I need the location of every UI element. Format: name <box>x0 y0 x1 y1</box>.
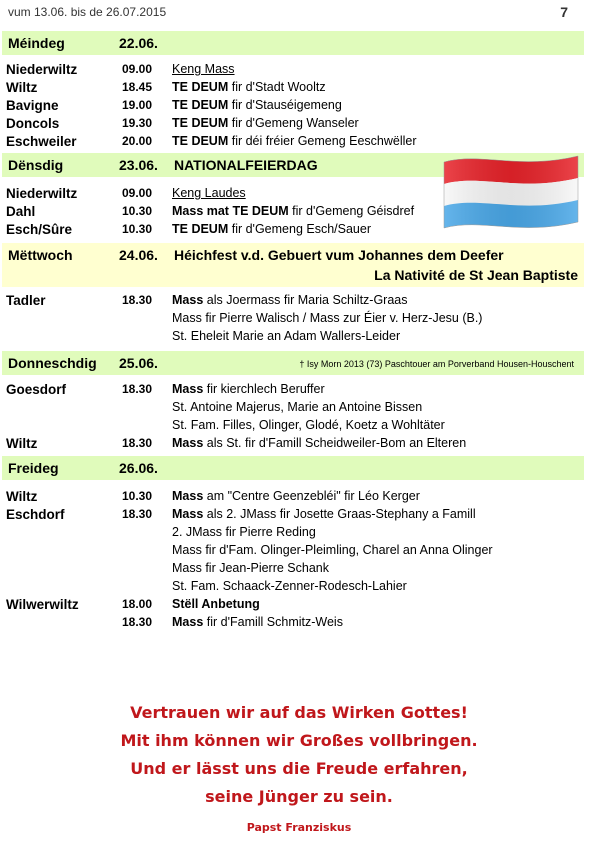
place-name: Eschweiler <box>6 134 77 149</box>
schedule-row <box>0 561 598 579</box>
schedule-row <box>0 400 598 418</box>
description-text: Mass fir d'Fam. Olinger-Pleimling, Charel an Anna Olinger <box>172 543 493 557</box>
place-name: Esch/Sûre <box>6 222 73 237</box>
description-text: am "Centre Geenzebléi" fir Léo Kerger <box>203 489 420 503</box>
service-time: 10.30 <box>122 222 153 236</box>
schedule-row <box>0 597 598 615</box>
service-description <box>172 561 329 575</box>
description-text: fir d'Gemeng Wanseler <box>228 116 359 130</box>
schedule-row <box>0 489 598 507</box>
description-text: als 2. JMass fir Josette Graas-Stephany a Famill <box>203 507 476 521</box>
service-description <box>172 293 408 307</box>
service-time: 18.30 <box>122 507 153 521</box>
place-name: Goesdorf <box>6 382 67 397</box>
description-text: Keng Laudes <box>172 186 246 200</box>
place-name: Niederwiltz <box>6 62 78 77</box>
schedule-row <box>0 116 598 134</box>
service-description <box>172 311 482 325</box>
description-emphasis: Mass <box>172 489 204 503</box>
schedule-row <box>0 382 598 400</box>
place-name: Niederwiltz <box>6 186 78 201</box>
schedule-row <box>0 98 598 116</box>
description-text: Mass fir Pierre Walisch / Mass zur Éier v. Herz-Jesu (B.) <box>172 311 483 325</box>
description-text: fir d'Famill Schmitz-Weis <box>203 615 343 629</box>
schedule-row <box>0 579 598 597</box>
quote-line: Vertrauen wir auf das Wirken Gottes! <box>130 703 468 722</box>
service-time: 10.30 <box>122 489 153 503</box>
description-text: fir kierchlech Beruffer <box>203 382 325 396</box>
service-time: 19.30 <box>122 116 153 130</box>
place-name: Tadler <box>6 293 46 308</box>
description-text: St. Eheleit Marie an Adam Wallers-Leider <box>172 329 401 343</box>
quote-line: Mit ihm können wir Großes vollbringen. <box>120 731 478 750</box>
service-description <box>172 418 445 432</box>
description-text: Keng Mass <box>172 62 235 76</box>
service-time: 20.00 <box>122 134 153 148</box>
description-emphasis: TE DEUM <box>172 222 229 236</box>
service-description <box>172 579 407 593</box>
schedule-row <box>0 436 598 454</box>
page-number: 7 <box>560 4 568 20</box>
service-description <box>172 543 493 557</box>
description-prefix: Mass mat <box>172 204 233 218</box>
place-name: Wiltz <box>6 80 38 95</box>
service-description <box>172 507 476 521</box>
description-text: Mass fir Jean-Pierre Schank <box>172 561 330 575</box>
schedule-row <box>0 80 598 98</box>
description-emphasis: Mass <box>172 615 204 629</box>
service-description <box>172 597 260 611</box>
service-time: 18.45 <box>122 80 153 94</box>
day-date: 24.06. <box>119 247 158 263</box>
description-text: St. Fam. Schaack-Zenner-Rodesch-Lahier <box>172 579 407 593</box>
service-description <box>172 382 325 396</box>
service-description <box>172 489 420 503</box>
day-date: 23.06. <box>119 157 158 173</box>
service-description <box>172 222 371 236</box>
schedule-row <box>0 543 598 561</box>
service-time: 18.00 <box>122 597 153 611</box>
day-title: NATIONALFEIERDAG <box>174 157 318 173</box>
description-emphasis: Stëll Anbetung <box>172 597 260 611</box>
day-name: Freideg <box>8 460 59 476</box>
day-name: Mëttwoch <box>8 247 73 263</box>
day-header <box>2 243 584 287</box>
description-emphasis: TE DEUM <box>172 80 229 94</box>
service-time: 09.00 <box>122 62 153 76</box>
service-description <box>172 525 316 539</box>
description-emphasis: Mass <box>172 382 204 396</box>
day-name: Méindeg <box>8 35 65 51</box>
description-text: fir d'Stadt Wooltz <box>228 80 326 94</box>
quote-line: seine Jünger zu sein. <box>205 787 393 806</box>
day-date: 25.06. <box>119 355 158 371</box>
luxembourg-flag-icon <box>440 150 582 234</box>
service-description <box>172 204 414 218</box>
quote-author: Papst Franziskus <box>246 821 352 834</box>
place-name: Dahl <box>6 204 36 219</box>
description-text: fir déi fréier Gemeng Eeschwëller <box>228 134 417 148</box>
day-name: Donneschdig <box>8 355 97 371</box>
description-text: als Joermass fir Maria Schiltz-Graas <box>203 293 408 307</box>
schedule-row <box>0 62 598 80</box>
schedule-row <box>0 293 598 311</box>
schedule-row <box>0 525 598 543</box>
day-subtitle: La Nativité de St Jean Baptiste <box>374 267 578 283</box>
schedule-row <box>0 507 598 525</box>
schedule-row <box>0 329 598 347</box>
service-time: 19.00 <box>122 98 153 112</box>
service-description <box>172 62 235 76</box>
description-emphasis: Mass <box>172 436 204 450</box>
description-emphasis: TE DEUM <box>172 134 229 148</box>
service-time: 18.30 <box>122 382 153 396</box>
schedule-row <box>0 311 598 329</box>
description-emphasis: Mass <box>172 293 204 307</box>
day-title: Héichfest v.d. Gebuert vum Johannes dem Deefer <box>174 247 504 263</box>
description-text: St. Antoine Majerus, Marie an Antoine Bissen <box>172 400 423 414</box>
day-header <box>2 351 584 375</box>
quote-line: Und er lässt uns die Freude erfahren, <box>130 759 468 778</box>
service-description <box>172 400 422 414</box>
place-name: Wiltz <box>6 436 38 451</box>
service-description <box>172 80 326 94</box>
service-description <box>172 186 246 200</box>
description-text: St. Fam. Filles, Olinger, Glodé, Koetz a Wohltäter <box>172 418 445 432</box>
day-date: 22.06. <box>119 35 158 51</box>
schedule-row <box>0 615 598 633</box>
service-description <box>172 329 400 343</box>
service-description <box>172 116 359 130</box>
description-emphasis: TE DEUM <box>232 204 289 218</box>
service-time: 18.30 <box>122 436 153 450</box>
description-text: als St. fir d'Famill Scheidweiler-Bom an Elteren <box>203 436 467 450</box>
day-date: 26.06. <box>119 460 158 476</box>
description-text: fir d'Stauséigemeng <box>228 98 342 112</box>
place-name: Eschdorf <box>6 507 65 522</box>
service-time: 18.30 <box>122 615 153 629</box>
description-emphasis: TE DEUM <box>172 116 229 130</box>
service-description <box>172 134 417 148</box>
day-header <box>2 456 584 480</box>
day-memo: † Isy Morn 2013 (73) Paschtouer am Porverband Housen-Houschent <box>299 359 574 369</box>
place-name: Wiltz <box>6 489 38 504</box>
description-emphasis: Mass <box>172 507 204 521</box>
schedule-row <box>0 418 598 436</box>
service-time: 10.30 <box>122 204 153 218</box>
service-description <box>172 436 466 450</box>
day-name: Dënsdig <box>8 157 64 173</box>
description-text: fir d'Gemeng Esch/Sauer <box>228 222 371 236</box>
description-text: 2. JMass fir Pierre Reding <box>172 525 316 539</box>
service-time: 09.00 <box>122 186 153 200</box>
day-header <box>2 31 584 55</box>
service-time: 18.30 <box>122 293 153 307</box>
place-name: Bavigne <box>6 98 59 113</box>
place-name: Doncols <box>6 116 60 131</box>
description-emphasis: TE DEUM <box>172 98 229 112</box>
page-header-range: vum 13.06. bis de 26.07.2015 <box>8 5 167 19</box>
place-name: Wilwerwiltz <box>6 597 79 612</box>
description-text: fir d'Gemeng Géisdref <box>288 204 415 218</box>
service-description <box>172 615 343 629</box>
service-description <box>172 98 342 112</box>
